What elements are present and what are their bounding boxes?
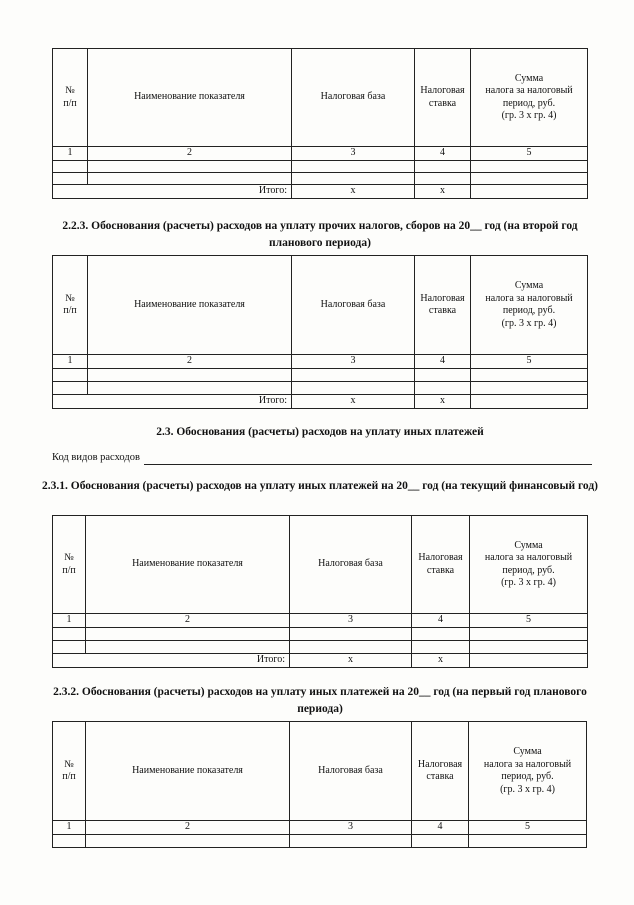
cell[interactable] (53, 834, 86, 847)
col-num-3: 3 (292, 355, 415, 369)
cell[interactable] (292, 160, 415, 172)
col-header-name: Наименование показателя (86, 516, 290, 614)
total-x-base: х (292, 184, 415, 198)
total-x-rate: х (415, 184, 471, 198)
col-header-num: № п/п (53, 722, 86, 821)
cell[interactable] (469, 834, 587, 847)
table-row (53, 368, 588, 381)
table-row (53, 640, 588, 653)
col-header-rate: Налоговая ставка (412, 516, 470, 614)
total-label: Итого: (53, 653, 290, 667)
cell[interactable] (290, 834, 412, 847)
tax-table-1 (52, 48, 588, 199)
col-num-5: 5 (471, 147, 588, 161)
expense-code-field[interactable] (144, 464, 592, 465)
column-number-row (53, 821, 587, 835)
cell[interactable] (292, 368, 415, 381)
column-number-row (53, 147, 588, 161)
table-row (53, 834, 587, 847)
cell[interactable] (88, 172, 292, 184)
cell[interactable] (290, 640, 412, 653)
col-header-base: Налоговая база (290, 722, 412, 821)
cell[interactable] (53, 368, 88, 381)
cell[interactable] (88, 381, 292, 394)
col-header-num: № п/п (53, 516, 86, 614)
col-num-4: 4 (415, 147, 471, 161)
col-header-name: Наименование показателя (88, 49, 292, 147)
cell[interactable] (471, 381, 588, 394)
col-num-1: 1 (53, 355, 88, 369)
col-num-4: 4 (415, 355, 471, 369)
payments-table-2 (52, 721, 587, 848)
col-header-rate: Налоговая ставка (415, 256, 471, 355)
total-x-base: х (292, 394, 415, 408)
table-row (53, 381, 588, 394)
table-row (53, 160, 588, 172)
col-header-num: № п/п (53, 256, 88, 355)
total-x-rate: х (415, 394, 471, 408)
cell[interactable] (86, 627, 290, 640)
col-header-base: Налоговая база (292, 256, 415, 355)
col-num-1: 1 (53, 614, 86, 628)
total-row (53, 653, 588, 667)
col-num-4: 4 (412, 614, 470, 628)
payments-table-1 (52, 515, 588, 668)
col-num-5: 5 (469, 821, 587, 835)
total-label: Итого: (53, 184, 292, 198)
cell[interactable] (86, 640, 290, 653)
col-num-2: 2 (86, 821, 290, 835)
column-number-row (53, 355, 588, 369)
total-label: Итого: (53, 394, 292, 408)
total-sum-cell[interactable] (471, 394, 588, 408)
cell[interactable] (412, 627, 470, 640)
col-header-sum: Сумма налога за налоговый период, руб. (гр. 3 х гр. 4) (471, 256, 588, 355)
cell[interactable] (412, 834, 469, 847)
heading-2-2-3: 2.2.3. Обоснования (расчеты) расходов на уплату прочих налогов, сборов на 20__ год (на второй год планового периода) (62, 220, 578, 249)
expense-code-label: Код видов расходов (52, 452, 140, 463)
col-header-rate: Налоговая ставка (415, 49, 471, 147)
cell[interactable] (53, 627, 86, 640)
total-row (53, 394, 588, 408)
cell[interactable] (88, 368, 292, 381)
cell[interactable] (292, 381, 415, 394)
cell[interactable] (471, 160, 588, 172)
col-num-3: 3 (292, 147, 415, 161)
col-num-3: 3 (290, 821, 412, 835)
col-header-name: Наименование показателя (86, 722, 290, 821)
heading-2-3-1: 2.3.1. Обоснования (расчеты) расходов на уплату иных платежей на 20__ год (на текущий финансовый год) (42, 480, 598, 492)
cell[interactable] (415, 381, 471, 394)
col-num-5: 5 (471, 355, 588, 369)
expense-code-line (52, 452, 592, 463)
col-header-base: Налоговая база (292, 49, 415, 147)
cell[interactable] (471, 368, 588, 381)
col-num-4: 4 (412, 821, 469, 835)
cell[interactable] (53, 381, 88, 394)
cell[interactable] (415, 368, 471, 381)
col-num-1: 1 (53, 821, 86, 835)
cell[interactable] (470, 640, 588, 653)
total-row (53, 184, 588, 198)
total-x-base: х (290, 653, 412, 667)
col-num-2: 2 (88, 147, 292, 161)
cell[interactable] (53, 160, 88, 172)
cell[interactable] (53, 172, 88, 184)
cell[interactable] (470, 627, 588, 640)
col-header-rate: Налоговая ставка (412, 722, 469, 821)
tax-table-2 (52, 255, 588, 409)
cell[interactable] (53, 640, 86, 653)
col-header-sum: Сумма налога за налоговый период, руб. (гр. 3 х гр. 4) (471, 49, 588, 147)
cell[interactable] (415, 160, 471, 172)
cell[interactable] (86, 834, 290, 847)
col-num-2: 2 (88, 355, 292, 369)
table-row (53, 172, 588, 184)
col-header-sum: Сумма налога за налоговый период, руб. (гр. 3 х гр. 4) (470, 516, 588, 614)
heading-2-3: 2.3. Обоснования (расчеты) расходов на уплату иных платежей (156, 426, 484, 438)
cell[interactable] (88, 160, 292, 172)
col-num-1: 1 (53, 147, 88, 161)
cell[interactable] (290, 627, 412, 640)
col-num-2: 2 (86, 614, 290, 628)
heading-2-3-2: 2.3.2. Обоснования (расчеты) расходов на уплату иных платежей на 20__ год (на первый год планового периода) (53, 686, 587, 715)
total-x-rate: х (412, 653, 470, 667)
col-num-5: 5 (470, 614, 588, 628)
table-row (53, 627, 588, 640)
col-header-sum: Сумма налога за налоговый период, руб. (гр. 3 х гр. 4) (469, 722, 587, 821)
col-header-name: Наименование показателя (88, 256, 292, 355)
col-header-base: Налоговая база (290, 516, 412, 614)
cell[interactable] (292, 172, 415, 184)
total-sum-cell[interactable] (471, 184, 588, 198)
cell[interactable] (471, 172, 588, 184)
column-number-row (53, 614, 588, 628)
col-num-3: 3 (290, 614, 412, 628)
col-header-num: № п/п (53, 49, 88, 147)
total-sum-cell[interactable] (470, 653, 588, 667)
cell[interactable] (415, 172, 471, 184)
cell[interactable] (412, 640, 470, 653)
